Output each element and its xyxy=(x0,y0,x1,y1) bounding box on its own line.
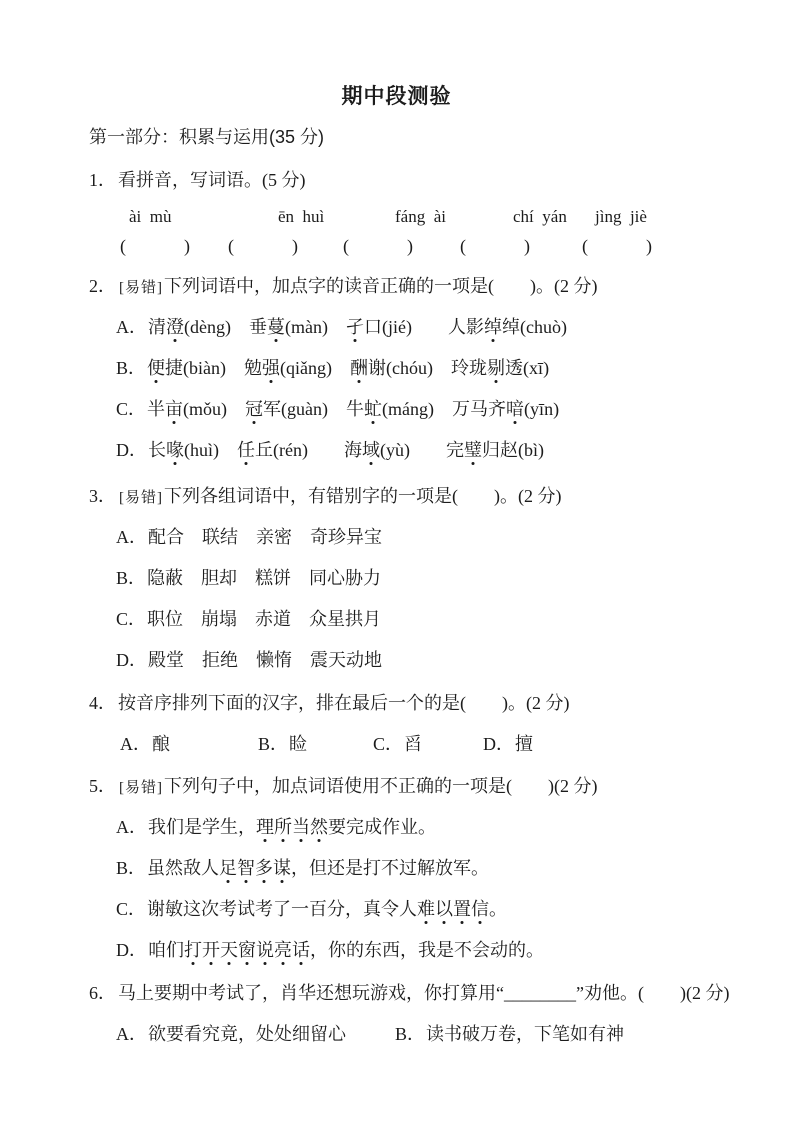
q4-option-c xyxy=(373,734,422,754)
q1-answer-blank-5 xyxy=(582,236,652,256)
q2-number: 2． xyxy=(89,276,116,296)
close-paren: ) xyxy=(646,236,652,256)
q3-number: 3． xyxy=(89,486,116,506)
q3-option-c-text: 职位 崩塌 赤道 众星拱月 xyxy=(147,609,382,629)
q2-option-a xyxy=(116,317,567,337)
q2-option-d-text: 长喙(huì) 任丘(rén) 海域(yù) 完璧归赵(bì) xyxy=(148,440,545,460)
q5-option-d-label: D． xyxy=(116,940,147,960)
q3-option-a-text: 配合 联结 亲密 奇珍异宝 xyxy=(148,527,382,547)
q1-answer-blank-1 xyxy=(120,236,190,256)
q3-option-c xyxy=(116,609,381,629)
open-paren: ( xyxy=(460,236,466,256)
q2-option-c xyxy=(116,399,559,419)
close-paren: ) xyxy=(524,236,530,256)
q1-pinyin-2: ēn huì xyxy=(278,207,325,226)
q3-option-d-text: 殿堂 拒绝 懒惰 震天动地 xyxy=(148,650,382,670)
q4-option-c-label: C． xyxy=(373,734,404,754)
q3-stem-text: 下列各组词语中，有错别字的一项是( )。(2 分) xyxy=(164,486,562,506)
section-heading: 第一部分：积累与运用(35 分) xyxy=(89,127,325,147)
q5-option-d xyxy=(116,940,544,960)
close-paren: ) xyxy=(184,236,190,256)
q6-option-b-label: B． xyxy=(395,1024,426,1044)
question-5-stem xyxy=(89,776,597,798)
q3-option-c-label: C． xyxy=(116,609,147,629)
q4-option-c-text: 舀 xyxy=(404,734,423,754)
q4-option-d-text: 擅 xyxy=(515,734,533,754)
question-4-stem xyxy=(89,693,569,713)
q4-number: 4． xyxy=(89,693,116,713)
close-paren: ) xyxy=(407,236,413,256)
q1-answer-blank-2 xyxy=(228,236,298,256)
question-1-stem xyxy=(89,170,306,190)
q6-stem-text: 马上要期中考试了，肖华还想玩游戏，你打算用“________”劝他。( )(2 分) xyxy=(118,983,730,1003)
q1-pinyin-5: jìng jiè xyxy=(595,207,647,226)
q4-option-b-label: B． xyxy=(258,734,289,754)
q3-option-d-label: D． xyxy=(116,650,147,670)
question-3-stem xyxy=(89,486,561,508)
open-paren: ( xyxy=(343,236,349,256)
open-paren: ( xyxy=(582,236,588,256)
q5-option-b xyxy=(116,858,489,878)
q3-option-d xyxy=(116,650,382,670)
q2-option-b-label: B． xyxy=(116,358,147,378)
q6-option-b xyxy=(395,1024,624,1044)
q3-option-a xyxy=(116,527,382,547)
q3-option-b-text: 隐蔽 胆却 糕饼 同心胁力 xyxy=(147,568,382,588)
q2-option-d-label: D． xyxy=(116,440,147,460)
q6-option-a xyxy=(116,1024,346,1044)
q2-option-b-text: 便捷(biàn) 勉强(qiǎng) 酬谢(chóu) 玲珑剔透(xī) xyxy=(147,358,550,378)
question-6-stem xyxy=(89,983,729,1003)
q3-option-a-label: A． xyxy=(116,527,147,547)
close-paren: ) xyxy=(292,236,298,256)
q5-option-a xyxy=(116,817,436,837)
q5-option-b-text: 虽然敌人足智多谋，但还是打不过解放军。 xyxy=(147,858,490,878)
q4-option-a-text: 酿 xyxy=(152,734,170,754)
q5-option-c-text: 谢敏这次考试考了一百分，真令人难以置信。 xyxy=(147,899,508,919)
q2-option-b xyxy=(116,358,549,378)
q6-option-a-text: 欲要看究竟，处处细留心 xyxy=(148,1024,346,1044)
q3-option-b-label: B． xyxy=(116,568,147,588)
q1-answer-blank-3 xyxy=(343,236,413,256)
q4-option-b-text: 睑 xyxy=(289,734,308,754)
q2-easy-error-tag: [易错] xyxy=(119,280,163,296)
q5-option-c-label: C． xyxy=(116,899,147,919)
q1-pinyin-3: fáng ài xyxy=(395,207,446,226)
q5-option-a-text: 我们是学生，理所当然要完成作业。 xyxy=(148,817,436,837)
q2-stem-text: 下列词语中，加点字的读音正确的一项是( )。(2 分) xyxy=(164,276,598,296)
q2-option-c-text: 半亩(mǒu) 冠军(guàn) 牛虻(máng) 万马齐喑(yīn) xyxy=(147,399,560,419)
q5-number: 5． xyxy=(89,776,116,796)
q5-option-d-text: 咱们打开天窗说亮话，你的东西，我是不会动的。 xyxy=(148,940,544,960)
q2-option-c-label: C． xyxy=(116,399,147,419)
q5-option-a-label: A． xyxy=(116,817,147,837)
q3-easy-error-tag: [易错] xyxy=(119,490,163,506)
q6-option-b-text: 读书破万卷，下笔如有神 xyxy=(426,1024,625,1044)
q5-option-c xyxy=(116,899,507,919)
q4-option-b xyxy=(258,734,307,754)
q2-option-a-text: 清澄(dèng) 垂蔓(màn) 孑口(jié) 人影绰绰(chuò) xyxy=(148,317,568,337)
q4-option-d-label: D． xyxy=(483,734,514,754)
q4-option-a-label: A． xyxy=(120,734,151,754)
q4-option-d xyxy=(483,734,533,754)
page-title: 期中段测验 xyxy=(341,85,452,108)
q6-number: 6． xyxy=(89,983,116,1003)
q1-pinyin-1: ài mù xyxy=(129,207,172,226)
q1-number: 1． xyxy=(89,170,116,190)
q1-stem-text: 看拼音，写词语。(5 分) xyxy=(118,170,306,190)
open-paren: ( xyxy=(228,236,234,256)
question-2-stem xyxy=(89,276,597,298)
q1-pinyin-4: chí yán xyxy=(513,207,567,226)
q4-stem-text: 按音序排列下面的汉字，排在最后一个的是( )。(2 分) xyxy=(118,693,570,713)
q6-option-a-label: A． xyxy=(116,1024,147,1044)
q2-option-a-label: A． xyxy=(116,317,147,337)
q1-answer-blank-4 xyxy=(460,236,530,256)
q4-option-a xyxy=(120,734,170,754)
q5-option-b-label: B． xyxy=(116,858,147,878)
q2-option-d xyxy=(116,440,544,460)
q3-option-b xyxy=(116,568,381,588)
open-paren: ( xyxy=(120,236,126,256)
q5-easy-error-tag: [易错] xyxy=(119,780,163,796)
q5-stem-text: 下列句子中，加点词语使用不正确的一项是( )(2 分) xyxy=(164,776,598,796)
